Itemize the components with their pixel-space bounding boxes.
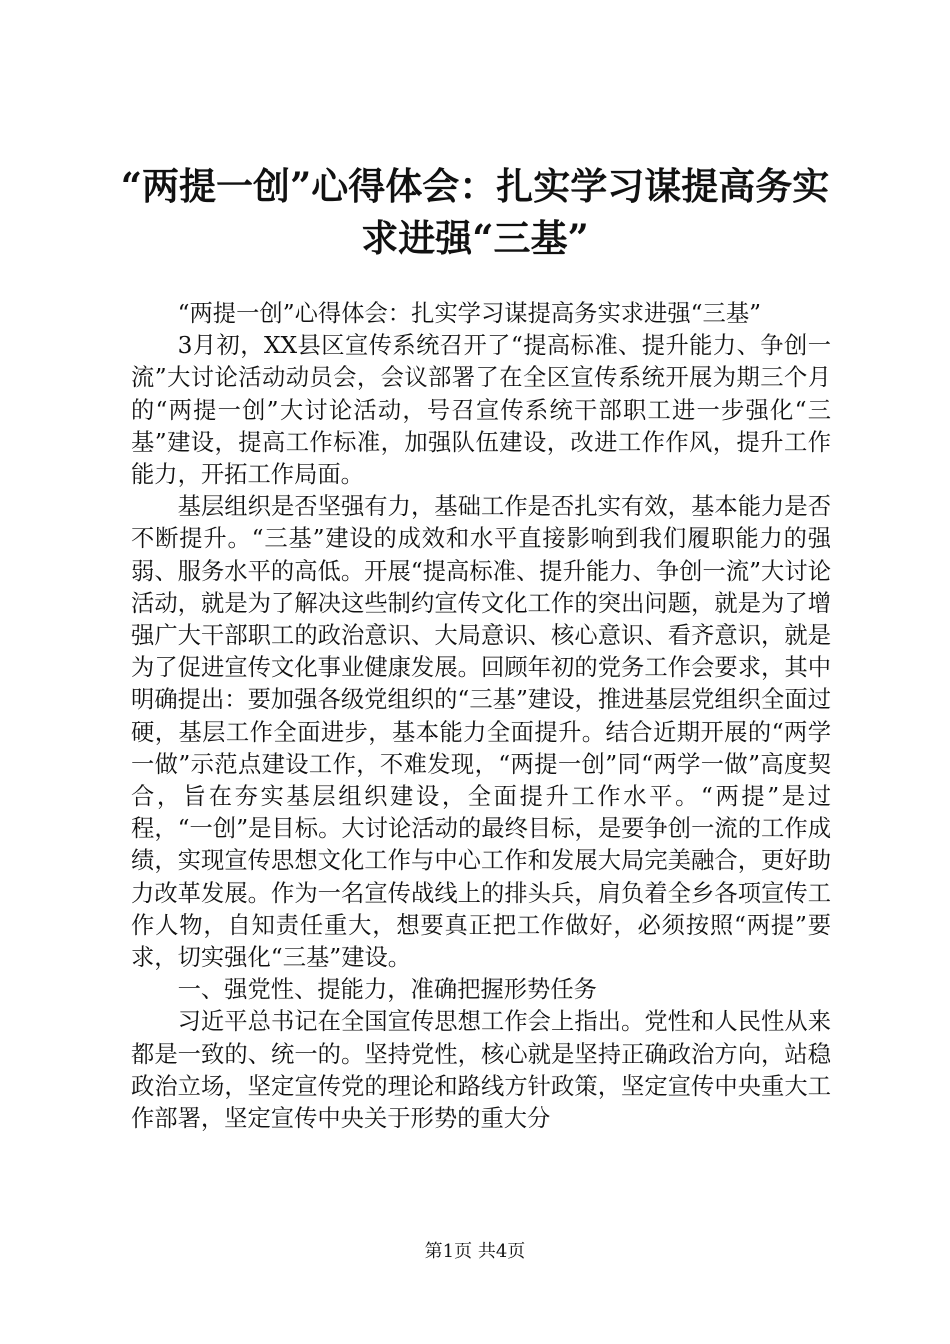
section-heading-1: 一、强党性、提能力，准确把握形势任务 [177,976,597,1004]
title-line-1: “两提一创”心得体会：扎实学习谋提高务实 [120,164,830,208]
paragraph-1: 3月初，XX县区宣传系统召开了“提高标准、提升能力、争创一流”大讨论活动动员会，会议部署了在全区宣传系统开展为期三个月的“两提一创”大讨论活动，号召宣传系统干部职工进一步强化“三基”建设，提高工作标准，加强队伍建设，改进工作作风，提升工作能力，开拓工作局面。 [131,332,831,489]
document-body [131,298,831,1135]
title-line-2: 求进强“三基” [361,216,589,260]
paragraph-subtitle: “两提一创”心得体会：扎实学习谋提高务实求进强“三基” [177,300,762,327]
paragraph-2: 基层组织是否坚强有力，基础工作是否扎实有效，基本能力是否不断提升。“三基”建设的成效和水平直接影响到我们履职能力的强弱、服务水平的高低。开展“提高标准、提升能力、争创一流”大讨论活动，就是为了解决这些制约宣传文化工作的突出问题，就是为了增强广大干部职工的政治意识、大局意识、核心意识、看齐意识，就是为了促进宣传文化事业健康发展。回顾年初的党务工作会要求，其中明确提出：要加强各级党组织的“三基”建设，推进基层党组织全面过硬，基层工作全面进步，基本能力全面提升。结合近期开展的“两学一做”示范点建设工作，不难发现，“两提一创”同“两学一做”高度契合，旨在夯实基层组织建设，全面提升工作水平。“两提”是过程，“一创”是目标。大讨论活动的最终目标，是要争创一流的工作成绩，实现宣传思想文化工作与中心工作和发展大局完美融合，更好助力改革发展。作为一名宣传战线上的排头兵，肩负着全乡各项宣传工作人物，自知责任重大，想要真正把工作做好，必须按照“两提”要求，切实强化“三基”建设。 [131,493,831,972]
page-number: 第1页 共4页 [424,1241,526,1262]
paragraph-3: 习近平总书记在全国宣传思想工作会上指出。党性和人民性从来都是一致的、统一的。坚持党性，核心就是坚持正确政治方向，站稳政治立场，坚定宣传党的理论和路线方针政策，坚定宣传中央重大工作部署，坚定宣传中央关于形势的重大分 [131,1008,831,1133]
document-title [100,160,850,264]
